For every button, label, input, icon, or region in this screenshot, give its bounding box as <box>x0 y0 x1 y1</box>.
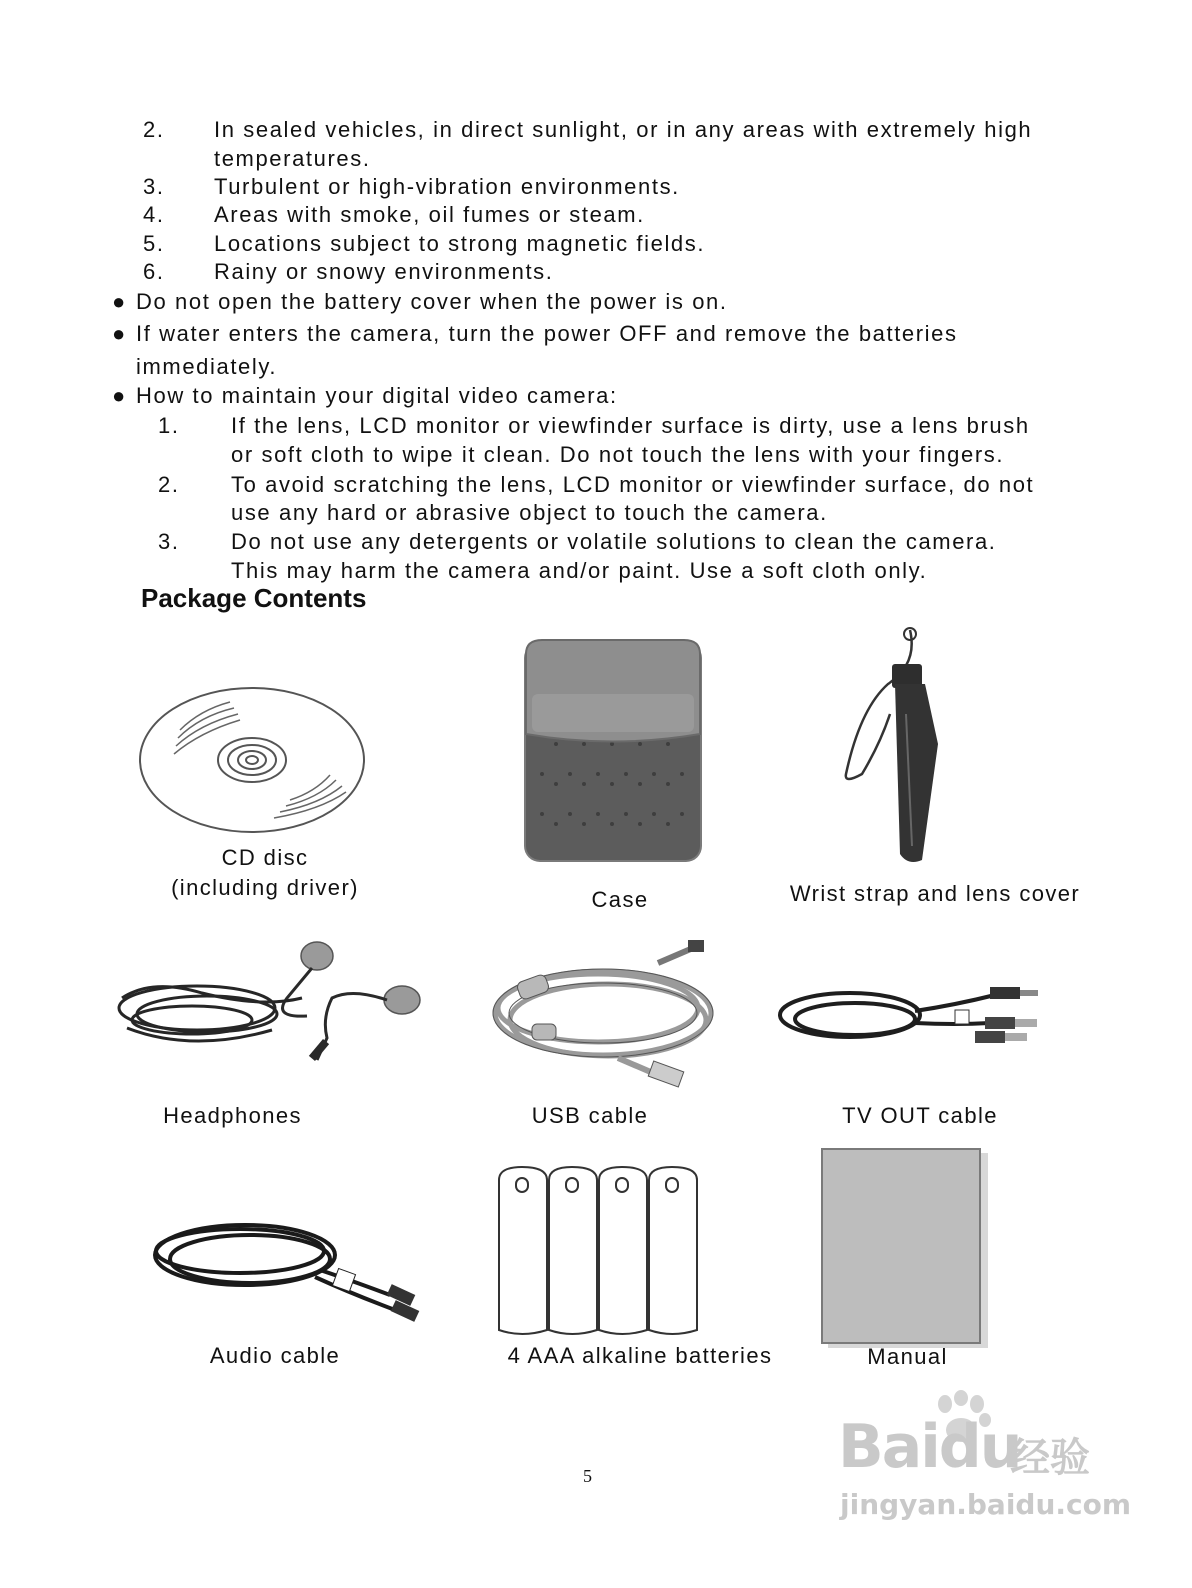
watermark-url: jingyan.baidu.com <box>840 1488 1132 1521</box>
bullet-battery-cover: Do not open the battery cover when the power is on. <box>136 289 728 314</box>
audio-cable-image <box>150 1215 435 1325</box>
caption-audio-cable: Audio cable <box>209 1343 341 1368</box>
list-a-num-2: 2. <box>143 117 165 142</box>
tv-out-cable-image <box>775 975 1055 1055</box>
list-a-num-5: 5. <box>143 231 165 256</box>
page-number: 5 <box>583 1466 592 1486</box>
bullet-maintain: How to maintain your digital video camera: <box>136 383 618 408</box>
list-a-num-3: 3. <box>143 174 165 199</box>
list-b-num-2: 2. <box>158 472 180 497</box>
list-b-num-1: 1. <box>158 413 180 438</box>
cd-disc-image <box>130 680 380 840</box>
case-image <box>512 624 712 874</box>
bullet-water-line1: If water enters the camera, turn the power OFF and remove the batteries <box>136 321 958 346</box>
manual-image <box>818 1145 990 1350</box>
list-a-item-6: Rainy or snowy environments. <box>214 259 554 284</box>
list-a-item-4: Areas with smoke, oil fumes or steam. <box>214 202 645 227</box>
list-b-item-2-line1: To avoid scratching the lens, LCD monitor or viewfinder surface, do not <box>231 472 1035 497</box>
watermark-brand-du: du <box>938 1412 1021 1482</box>
list-a-item-2-line2: temperatures. <box>214 146 371 171</box>
bullet-dot-3: ● <box>112 383 126 408</box>
caption-case: Case <box>591 887 649 912</box>
caption-manual: Manual <box>867 1344 948 1369</box>
list-a-num-4: 4. <box>143 202 165 227</box>
caption-tv-out-cable: TV OUT cable <box>842 1103 998 1128</box>
usb-cable-image <box>488 938 723 1093</box>
wrist-strap-image <box>840 624 950 869</box>
bullet-water-line2: immediately. <box>136 354 278 379</box>
list-a-item-5: Locations subject to strong magnetic fields. <box>214 231 706 256</box>
batteries-image <box>492 1160 707 1340</box>
section-title-package-contents: Package Contents <box>141 583 367 613</box>
watermark-cn: 经验 <box>1010 1435 1090 1481</box>
caption-usb-cable: USB cable <box>531 1103 649 1128</box>
bullet-dot-2: ● <box>112 321 126 346</box>
list-b-item-2-line2: use any hard or abrasive object to touch the camera. <box>231 500 828 525</box>
list-b-item-3-line1: Do not use any detergents or volatile solutions to clean the camera. <box>231 529 997 554</box>
list-b-num-3: 3. <box>158 529 180 554</box>
headphones-image <box>112 938 432 1073</box>
watermark-brand <box>838 1412 1020 1482</box>
list-b-item-3-line2: This may harm the camera and/or paint. Use a soft cloth only. <box>231 558 928 583</box>
list-a-item-3: Turbulent or high-vibration environments. <box>214 174 680 199</box>
caption-batteries: 4 AAA alkaline batteries <box>507 1343 773 1368</box>
bullet-dot-1: ● <box>112 289 126 314</box>
list-a-item-2-line1: In sealed vehicles, in direct sunlight, or in any areas with extremely high <box>214 117 1033 142</box>
caption-cd-disc-line2: (including driver) <box>171 875 359 900</box>
list-b-item-1-line2: or soft cloth to wipe it clean. Do not touch the lens with your fingers. <box>231 442 1005 467</box>
caption-wrist-strap: Wrist strap and lens cover <box>789 881 1081 906</box>
caption-headphones: Headphones <box>163 1103 302 1128</box>
list-b-item-1-line1: If the lens, LCD monitor or viewfinder surface is dirty, use a lens brush <box>231 413 1030 438</box>
caption-cd-disc-line1: CD disc <box>221 845 309 870</box>
list-a-num-6: 6. <box>143 259 165 284</box>
watermark-brand-bai: Bai <box>838 1412 939 1482</box>
